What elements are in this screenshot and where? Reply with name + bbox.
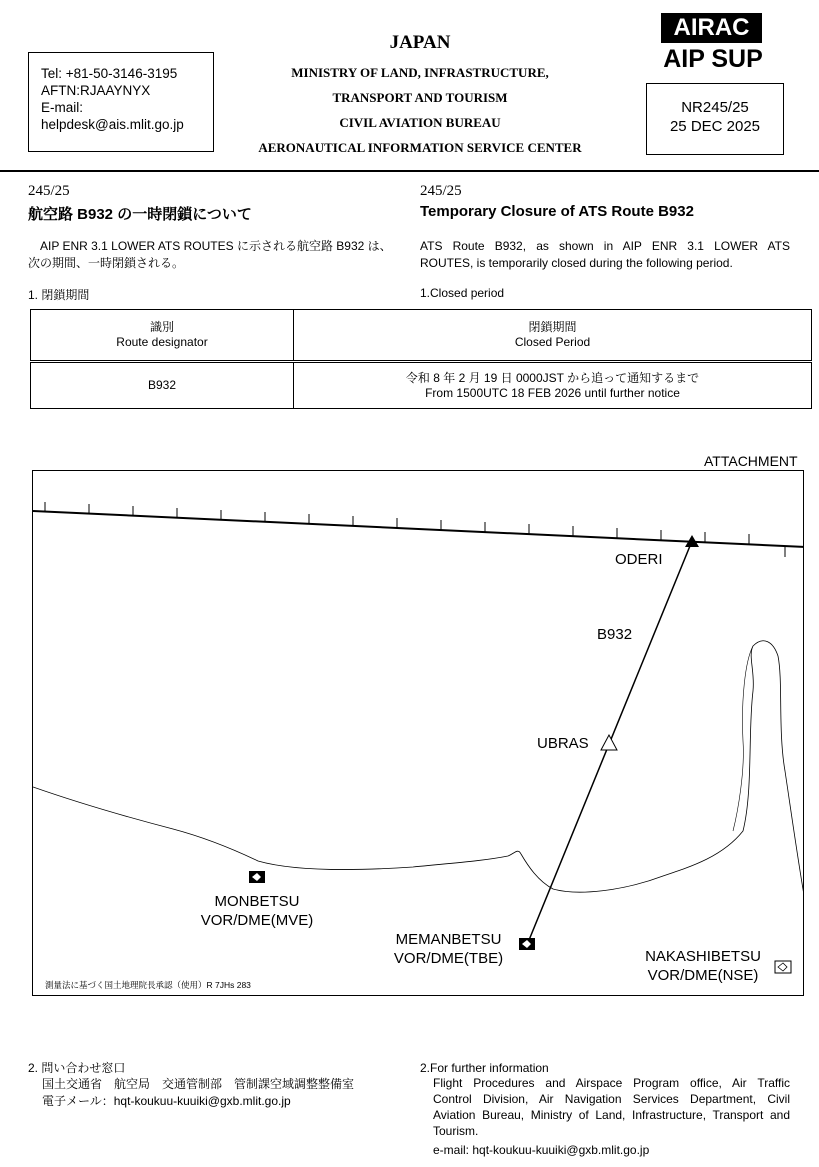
monbetsu-type: VOR/DME(MVE): [200, 912, 314, 929]
en-info-line2: Control Division, Air Navigation Services Department, Civil: [433, 1092, 790, 1106]
nr-box: [646, 83, 784, 155]
en-number: 245/25: [420, 183, 462, 199]
ubras-waypoint-icon: [601, 735, 617, 750]
col2-en: Closed Period: [514, 335, 591, 349]
en-section1: 1.Closed period: [420, 286, 505, 300]
col2-jp: 閉鎖期間: [528, 320, 577, 334]
header-line1: MINISTRY OF LAND, INFRASTRUCTURE,: [291, 65, 549, 80]
map-credit: 測量法に基づく国土地理院長承認（使用）R 7JHs 283: [45, 980, 251, 990]
period-en: From 1500UTC 18 FEB 2026 until further notice: [425, 385, 680, 400]
nakashibetsu-vordme-icon: [775, 961, 791, 973]
nakashibetsu-name: NAKASHIBETSU: [645, 948, 761, 965]
monbetsu-vordme-icon: [249, 871, 265, 883]
aip-sup-label: AIP SUP: [663, 45, 763, 73]
memanbetsu-label: [381, 930, 516, 968]
table-row: [31, 362, 812, 409]
attachment-label: ATTACHMENT: [704, 453, 798, 469]
header-closed-period: [294, 310, 812, 362]
boundary-line: [33, 511, 803, 547]
memanbetsu-type: VOR/DME(TBE): [393, 950, 504, 967]
jp-title: 航空路 B932 の一時閉鎖について: [28, 206, 252, 223]
nakashibetsu-label: [633, 947, 773, 985]
en-info-line4: Tourism.: [433, 1124, 479, 1138]
monbetsu-name: MONBETSU: [214, 893, 300, 910]
monbetsu-label: [187, 892, 327, 930]
closed-period-table: [30, 309, 812, 409]
en-info-line1: Flight Procedures and Airspace Program office, Air Traffic: [433, 1076, 790, 1090]
nr-date: 25 DEC 2025: [669, 118, 761, 135]
jp-contact-org: 国土交通省 航空局 交通管制部 管制課空域調整整備室: [42, 1077, 355, 1091]
header-line4: AERONAUTICAL INFORMATION SERVICE CENTER: [258, 140, 582, 155]
header-line3: CIVIL AVIATION BUREAU: [339, 115, 501, 130]
ubras-label: UBRAS: [537, 735, 589, 752]
route-label: B932: [597, 626, 633, 643]
nr-number: NR245/25: [681, 99, 749, 116]
col1-jp: 識別: [149, 320, 174, 334]
en-email[interactable]: e-mail: hqt-koukuu-kuuiki@gxb.mlit.go.jp: [433, 1143, 650, 1157]
contact-email-label: E-mail:: [41, 100, 84, 115]
header-country: JAPAN: [389, 32, 451, 53]
contact-aftn: AFTN:RJAAYNYX: [41, 83, 151, 98]
contact-email[interactable]: helpdesk@ais.mlit.go.jp: [41, 117, 184, 132]
memanbetsu-name: MEMANBETSU: [395, 931, 502, 948]
memanbetsu-vordme-icon: [519, 938, 535, 950]
header-line2: TRANSPORT AND TOURISM: [332, 90, 508, 105]
period-jp: 令和 8 年 2 月 19 日 0000JST から追って通知するまで: [405, 370, 700, 385]
jp-number: 245/25: [28, 183, 70, 199]
coastline: [33, 641, 803, 901]
jp-section2: 2. 問い合わせ窓口: [28, 1061, 126, 1075]
en-body-line2: ROUTES, is temporarily closed during the following period.: [420, 256, 733, 270]
col1-en: Route designator: [116, 335, 208, 349]
nakashibetsu-type: VOR/DME(NSE): [647, 967, 759, 984]
cell-route: B932: [31, 362, 294, 409]
en-info-line3: Aviation Bureau, Ministry of Land, Infrastructure, Transport and: [433, 1108, 790, 1122]
contact-box: [28, 52, 214, 152]
jp-contact-email[interactable]: 電子メール：hqt-koukuu-kuuiki@gxb.mlit.go.jp: [42, 1094, 291, 1108]
map-svg: [33, 471, 803, 995]
cell-period: [294, 362, 812, 409]
table-header-row: [31, 310, 812, 362]
oderi-label: ODERI: [615, 551, 663, 568]
airac-badge: AIRAC: [661, 13, 762, 43]
attachment-map: [32, 470, 804, 996]
jp-body-line2: 次の期間、一時閉鎖される。: [28, 256, 185, 270]
header-route-designator: [31, 310, 294, 362]
contact-tel: Tel: +81-50-3146-3195: [41, 66, 178, 81]
en-body-line1: ATS Route B932, as shown in AIP ENR 3.1 LOWER ATS: [420, 239, 790, 253]
header-rule: [0, 170, 819, 172]
en-title: Temporary Closure of ATS Route B932: [420, 203, 694, 220]
jp-body-line1: AIP ENR 3.1 LOWER ATS ROUTES に示される航空路 B932 は、: [40, 239, 392, 253]
jp-section1: 1. 閉鎖期間: [28, 288, 90, 302]
en-section2: 2.For further information: [420, 1061, 549, 1075]
